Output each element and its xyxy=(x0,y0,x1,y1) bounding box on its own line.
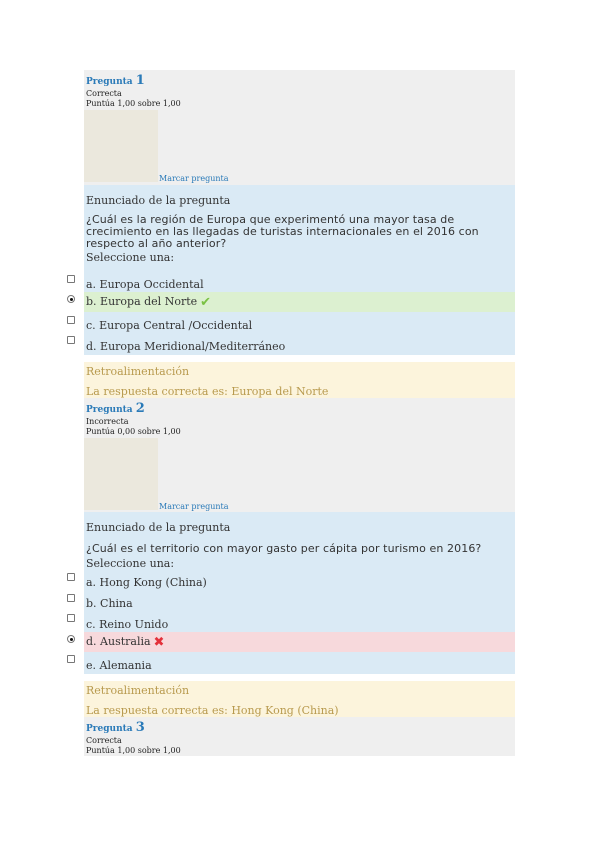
question-number: Pregunta 3 xyxy=(86,720,145,735)
answer-radio-q1-d[interactable] xyxy=(67,336,75,344)
answer-option-q1-d[interactable]: d. Europa Meridional/Mediterráneo xyxy=(86,340,286,353)
flag-question-link[interactable]: Marcar pregunta xyxy=(159,502,229,511)
answer-radio-q1-c[interactable] xyxy=(67,316,75,324)
radio-selected-dot xyxy=(70,638,73,641)
answer-option-q2-b[interactable]: b. China xyxy=(86,597,133,610)
statement-heading: Enunciado de la pregunta xyxy=(86,521,231,534)
answer-option-q1-c[interactable]: c. Europa Central /Occidental xyxy=(86,319,253,332)
answer-radio-q2-a[interactable] xyxy=(67,573,75,581)
check-icon: ✔ xyxy=(200,295,212,310)
question-state: Incorrecta xyxy=(86,417,129,426)
answer-radio-q2-c[interactable] xyxy=(67,614,75,622)
answer-radio-q1-b[interactable] xyxy=(67,295,75,303)
feedback-heading: Retroalimentación xyxy=(86,684,190,697)
question-1-info xyxy=(84,70,515,185)
question-text: ¿Cuál es la región de Europa que experimentó una mayor tasa de crecimiento en las llegadas de turistas internacionales en el 2016 con respecto al año anterior? xyxy=(86,213,479,250)
question-state: Correcta xyxy=(86,736,122,745)
answer-option-q2-e[interactable]: e. Alemania xyxy=(86,659,152,672)
flag-icon[interactable] xyxy=(84,438,158,510)
question-1-feedback xyxy=(84,362,515,398)
question-number: Pregunta 1 xyxy=(86,73,145,88)
question-number-value: 1 xyxy=(135,73,145,88)
question-2-info xyxy=(84,398,515,512)
feedback-text: La respuesta correcta es: Europa del Norte xyxy=(86,385,329,398)
question-grade: Puntúa 0,00 sobre 1,00 xyxy=(86,427,181,436)
answer-radio-q1-a[interactable] xyxy=(67,275,75,283)
question-number-value: 2 xyxy=(135,401,145,416)
question-number: Pregunta 2 xyxy=(86,401,145,416)
feedback-text: La respuesta correcta es: Hong Kong (China) xyxy=(86,704,339,717)
answer-radio-q2-e[interactable] xyxy=(67,655,75,663)
answer-option-q1-a[interactable]: a. Europa Occidental xyxy=(86,278,204,291)
cross-icon: ✖ xyxy=(153,635,165,650)
answer-radio-q2-b[interactable] xyxy=(67,594,75,602)
select-prompt: Seleccione una: xyxy=(86,251,175,264)
answer-option-q2-c[interactable]: c. Reino Unido xyxy=(86,618,169,631)
flag-icon[interactable] xyxy=(84,110,158,182)
answer-radio-q2-d[interactable] xyxy=(67,635,75,643)
question-2-feedback xyxy=(84,681,515,717)
question-3-info xyxy=(84,717,515,756)
select-prompt: Seleccione una: xyxy=(86,557,175,570)
answer-option-q2-a[interactable]: a. Hong Kong (China) xyxy=(86,576,207,589)
question-text: ¿Cuál es el territorio con mayor gasto per cápita por turismo en 2016? xyxy=(86,542,482,555)
question-grade: Puntúa 1,00 sobre 1,00 xyxy=(86,746,181,755)
question-state: Correcta xyxy=(86,89,122,98)
answer-option-q2-d[interactable]: d. Australia ✖ xyxy=(84,632,515,652)
statement-heading: Enunciado de la pregunta xyxy=(86,194,231,207)
flag-question-link[interactable]: Marcar pregunta xyxy=(159,174,229,183)
question-grade: Puntúa 1,00 sobre 1,00 xyxy=(86,99,181,108)
answer-option-q1-b[interactable]: b. Europa del Norte ✔ xyxy=(84,292,515,312)
radio-selected-dot xyxy=(70,298,73,301)
question-number-value: 3 xyxy=(135,720,145,735)
feedback-heading: Retroalimentación xyxy=(86,365,190,378)
